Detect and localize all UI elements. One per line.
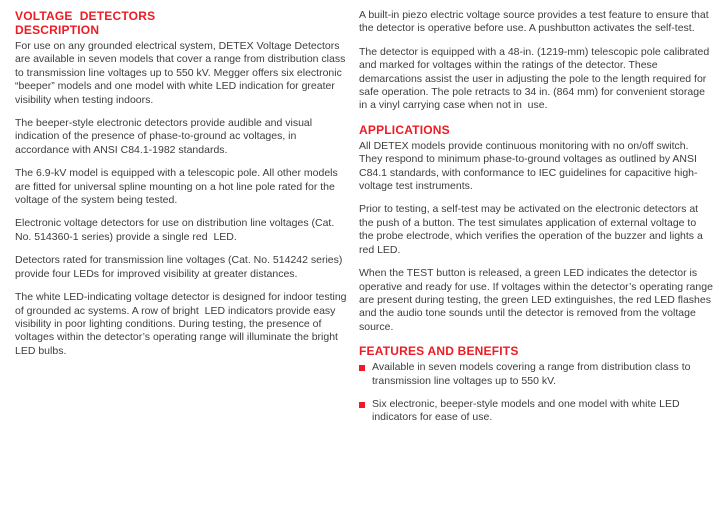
left-column <box>15 9 348 517</box>
description-paragraph: For use on any grounded electrical system, DETEX Voltage Detectors are available in seven models that cover a range from distribution class to transmission line voltages up to 550 kV. Megger offers six electronic “beeper” models and one model with white LED indication for greater visibility when testing indoors. <box>15 40 349 106</box>
bullet-square-icon <box>359 365 365 371</box>
intro-paragraph: The detector is equipped with a 48-in. (1219-mm) telescopic pole calibrated and marked for voltages within the ratings of the detector. These demarcations assist the user in adjusting the pole to the length required for safe operation. The pole retracts to 34 in. (864 mm) for convenient storage in a vinyl carrying case when not in use. <box>359 45 713 112</box>
description-paragraph: The white LED-indicating voltage detector is designed for indoor testing of grounded ac systems. A row of bright LED indicators provide easy visibility in poor lighting conditions. During testing, the presence of voltages within the detector’s operating range will illuminate the bright LED bulbs. <box>15 291 350 357</box>
applications-heading: APPLICATIONS <box>359 122 450 137</box>
list-item <box>359 398 713 425</box>
right-column <box>359 9 716 517</box>
description-heading: DESCRIPTION <box>15 23 100 37</box>
description-paragraph: The 6.9-kV model is equipped with a telescopic pole. All other models are fitted for universal spline mounting on a hot line pole rated for the voltage of the system being tested. <box>15 167 341 207</box>
description-paragraph: Electronic voltage detectors for use on distribution line voltages (Cat. No. 514360-1 series) provide a single red LED. <box>15 217 338 243</box>
applications-paragraph: When the TEST button is released, a green LED indicates the detector is operative and ready for use. If voltages within the detector’s operating range are present during testing, the green LED extinguishes, the red LED flashes and the audio tone sounds until the detector is removed from the voltage source. <box>359 267 716 333</box>
bullet-square-icon <box>359 402 365 408</box>
bullet-text: Six electronic, beeper-style models and one model with white LED indicators for ease of use. <box>372 397 683 424</box>
list-item <box>359 361 713 388</box>
bullet-text: Available in seven models covering a range from distribution class to transmission line voltages up to 550 kV. <box>372 361 694 387</box>
applications-paragraph: Prior to testing, a self-test may be activated on the electronic detectors at the push of a button. The test simulates application of external voltage to the probe electrode, which verifies the operation of the buzzer and lights a red LED. <box>359 203 706 256</box>
page-title: VOLTAGE DETECTORS <box>15 9 156 23</box>
features-heading: FEATURES AND BENEFITS <box>359 344 519 359</box>
description-paragraph: Detectors rated for transmission line voltages (Cat. No. 514242 series) provide four LEDs for improved visibility at greater distances. <box>15 254 346 280</box>
intro-paragraph: A built-in piezo electric voltage source provides a test feature to ensure that the detector is operative before use. A pushbutton activates the self-test. <box>359 9 712 35</box>
features-list <box>359 361 713 425</box>
applications-paragraph: All DETEX models provide continuous monitoring with no on/off switch. They respond to minimum phase-to-ground voltages as outlined by ANSI C84.1 standards, with conformance to IEC guidelines for capacitive high-voltage test instruments. <box>359 139 700 193</box>
description-paragraph: The beeper-style electronic detectors provide audible and visual indication of the presence of phase-to-ground ac voltages, in accordance with ANSI C84.1-1982 standards. <box>15 117 316 156</box>
